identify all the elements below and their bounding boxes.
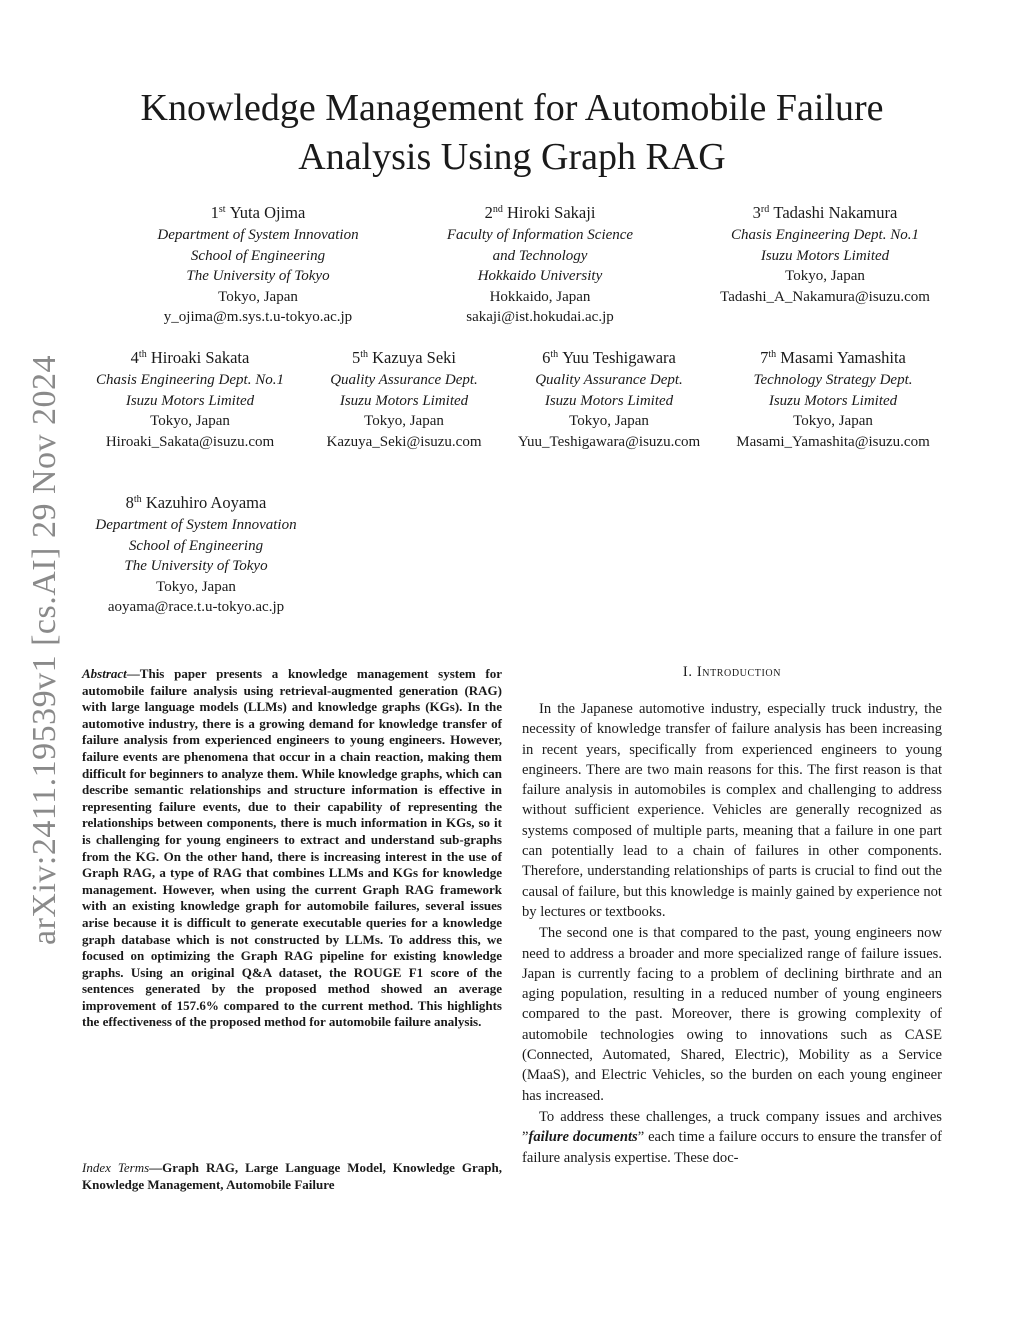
- author-affiliation: Department of System Innovation: [157, 227, 359, 243]
- author-block: [157, 201, 358, 328]
- author-block: [96, 346, 284, 452]
- index-terms-label: Index Terms: [82, 1160, 150, 1175]
- author-email: y_ojima@m.sys.t.u-tokyo.ac.jp: [163, 309, 353, 325]
- author-location: Tokyo, Japan: [150, 413, 230, 429]
- index-terms-text: Graph RAG, Large Language Model, Knowledge Graph, Knowledge Management, Automobile Failure: [82, 1160, 502, 1192]
- author-affiliation: and Technology: [492, 247, 588, 264]
- title-line-2: Analysis Using Graph RAG: [298, 136, 726, 178]
- author-name: 4th Hiroaki Sakata: [130, 348, 250, 367]
- paragraph: The second one is that compared to the past, young engineers now need to address a broader and more specialized range of failure issues. Japan is currently facing to a problem of declining birthrate and an aging population, resulting in a reduced number of young engineers compared to the past. Moreover, there is growing complexity of automobile technologies owing to innovations such as CASE (Connected, Automated, Shared, Electric), Mobility as a Service (MaaS), and Electric Vehicles, so the burden on each young engineer has increased.: [522, 925, 942, 1104]
- author-affiliation: Department of System Innovation: [95, 517, 297, 533]
- author-affiliation: The University of Tokyo: [186, 268, 330, 284]
- author-affiliation: Isuzu Motors Limited: [339, 392, 469, 409]
- author-block: [95, 491, 296, 618]
- title-line-1: Knowledge Management for Automobile Failure: [140, 87, 884, 129]
- author-affiliation: Isuzu Motors Limited: [768, 392, 898, 409]
- author-name: 6th Yuu Teshigawara: [542, 348, 676, 367]
- author-email: Yuu_Teshigawara@isuzu.com: [517, 433, 701, 450]
- index-terms: [82, 1160, 502, 1193]
- emphasis: failure documents: [528, 1129, 638, 1146]
- paragraph: To address these challenges, a truck company issues and archives ”failure documents” each time a failure occurs to ensure the transfer of failure analysis expertise. These doc-: [522, 1108, 943, 1166]
- author-affiliation: Chasis Engineering Dept. No.1: [96, 372, 284, 388]
- author-location: Tokyo, Japan: [156, 578, 236, 595]
- author-name: 2nd Hiroki Sakaji: [484, 203, 596, 222]
- author-name: 7th Masami Yamashita: [760, 348, 906, 367]
- author-email: Tadashi_A_Nakamura@isuzu.com: [720, 288, 930, 305]
- author-location: Tokyo, Japan: [785, 268, 865, 284]
- author-affiliation: Chasis Engineering Dept. No.1: [731, 227, 919, 243]
- author-name: 8th Kazuhiro Aoyama: [125, 493, 267, 512]
- author-affiliation: Hokkaido University: [477, 268, 603, 284]
- author-email: Hiroaki_Sakata@isuzu.com: [105, 433, 275, 450]
- author-block: [326, 346, 481, 452]
- author-affiliation: Isuzu Motors Limited: [544, 392, 674, 409]
- arxiv-stamp: arXiv:2411.19539v1 [cs.AI] 29 Nov 2024: [26, 355, 63, 945]
- author-location: Tokyo, Japan: [569, 413, 649, 429]
- abstract-text: This paper presents a knowledge management system for automobile failure analysis using retrieval-augmented generation (RAG) with large language models (LLMs) and knowledge graphs (KGs). In the automotive industry, there is a growing demand for knowledge transfer of failure analysis from experienced engineers to young engineers. However, failure events are phenomena that occur in a chain reaction, making them difficult for beginners to analyze them. While knowledge graphs, which can describe semantic relationships and structure information is effective in representing failure events, due to their capability of representing the relationships between components, there is much information in KGs, so it is challenging for young engineers to extract and understand sub-graphs from the KG. On the other hand, there is increasing interest in the use of Graph RAG, a type of RAG that combines LLMs and KGs for knowledge management. However, when using the current Graph RAG framework with an existing knowledge graph for automobile failures, several issues arise because it is difficult to generate executable queries for a knowledge graph database which is not constructed by LLMs. To address this, we focused on optimizing the Graph RAG pipeline for existing knowledge graphs. Using an original Q&A dataset, the ROUGE F1 score of the sentences generated by the proposed method showed an average improvement of 157.6% compared to the current method. This highlights the effectiveness of the proposed method for automobile failure analysis.: [82, 666, 502, 1030]
- author-location: Tokyo, Japan: [793, 413, 873, 429]
- author-affiliation: Isuzu Motors Limited: [125, 392, 255, 409]
- author-block: [518, 346, 700, 452]
- abstract-dash: —: [126, 666, 140, 681]
- author-affiliation: Quality Assurance Dept.: [535, 372, 683, 388]
- author-location: Hokkaido, Japan: [489, 288, 591, 305]
- section-numeral: I.: [682, 664, 693, 680]
- abstract-label: Abstract: [82, 666, 127, 681]
- author-location: Tokyo, Japan: [218, 288, 298, 305]
- author-affiliation: Technology Strategy Dept.: [753, 372, 913, 388]
- author-block: [720, 201, 930, 307]
- introduction-body: [522, 699, 942, 1169]
- author-email: Kazuya_Seki@isuzu.com: [326, 433, 482, 450]
- abstract: [82, 666, 502, 1031]
- index-terms-dash: —: [149, 1160, 163, 1175]
- author-affiliation: School of Engineering: [128, 537, 264, 554]
- author-affiliation: School of Engineering: [190, 247, 326, 264]
- author-email: aoyama@race.t.u-tokyo.ac.jp: [107, 599, 285, 615]
- author-affiliation: Quality Assurance Dept.: [330, 372, 478, 388]
- author-location: Tokyo, Japan: [364, 413, 444, 429]
- paragraph: In the Japanese automotive industry, especially truck industry, the necessity of knowledge transfer of failure analysis has been increasing in recent years, specifically from experienced engineers to young engineers. There are two main reasons for this. The first reason is that failure analysis in automobiles is complex and challenging to address without sufficient experience. Vehicles are generally recognized as systems composed of multiple parts, meaning that a failure in one part can potentially lead to a chain of failures in other components. Therefore, understanding relationships of parts is crucial to find out the causal of failure, but this knowledge is mainly gained by experience not by lectures or textbooks.: [522, 701, 942, 920]
- author-name: 1st Yuta Ojima: [210, 203, 306, 222]
- author-affiliation: Isuzu Motors Limited: [760, 247, 890, 264]
- author-email: Masami_Yamashita@isuzu.com: [736, 433, 930, 450]
- section-title: Introduction: [696, 664, 782, 680]
- author-affiliation: The University of Tokyo: [124, 558, 268, 574]
- paper-title: [0, 84, 1024, 182]
- author-name: 3rd Tadashi Nakamura: [752, 203, 898, 222]
- author-affiliation: Faculty of Information Science: [446, 227, 634, 243]
- author-block: [736, 346, 930, 452]
- section-heading: [522, 664, 942, 681]
- author-block: [447, 201, 633, 328]
- author-email: sakaji@ist.hokudai.ac.jp: [466, 309, 614, 325]
- author-name: 5th Kazuya Seki: [351, 348, 456, 367]
